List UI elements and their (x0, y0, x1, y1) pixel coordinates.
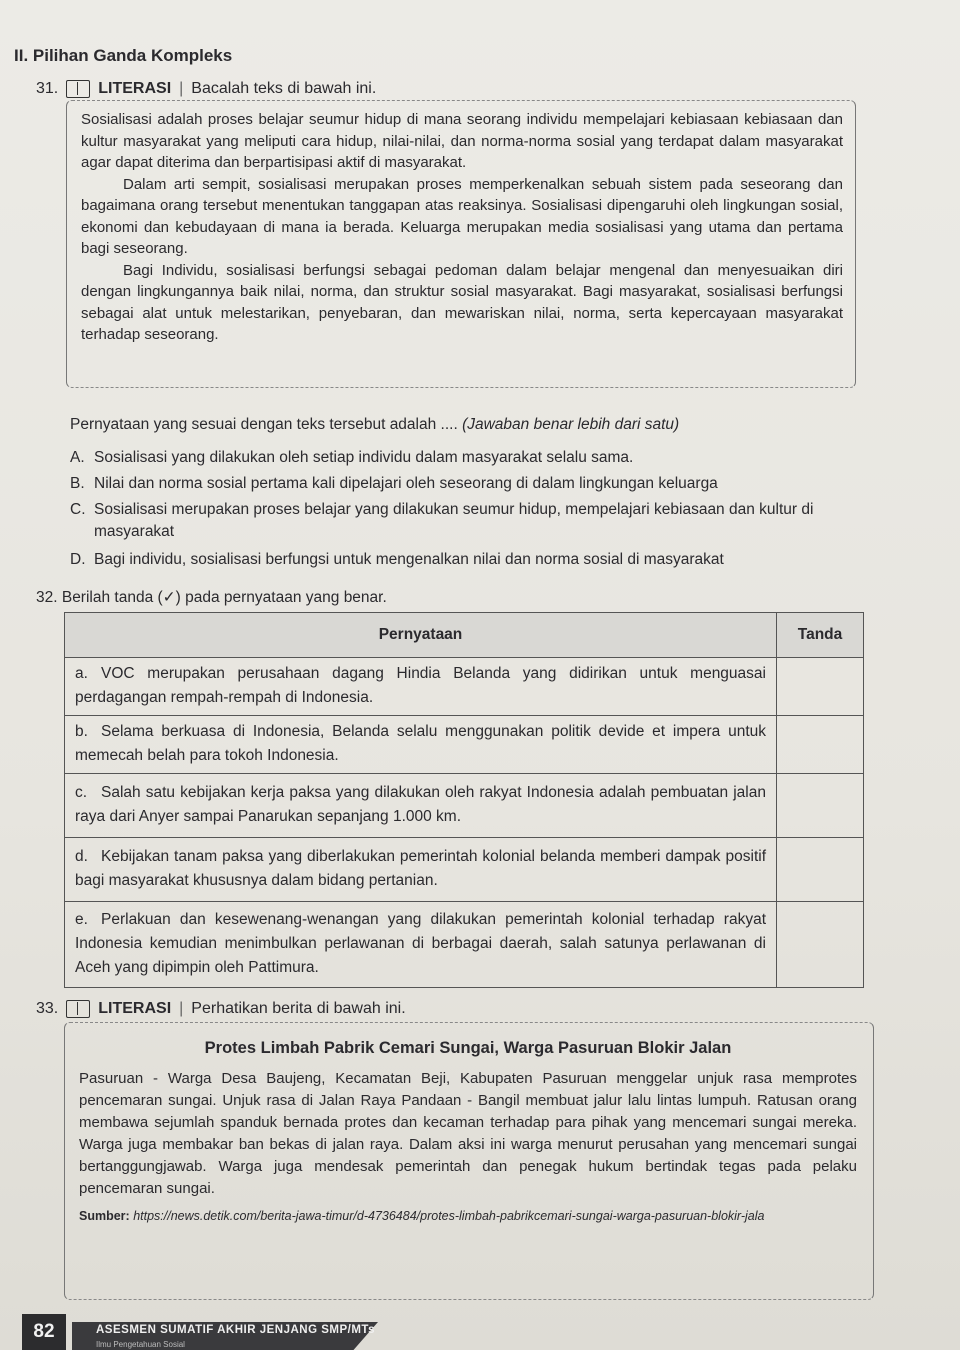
q32-col-statement: Pernyataan (65, 613, 777, 658)
section-title: II. Pilihan Ganda Kompleks (14, 46, 233, 65)
q32-row-a-mark-cell[interactable] (777, 658, 864, 716)
q31-passage-para-3: Bagi Individu, sosialisasi berfungsi sebagai pedoman dalam belajar mengenal dan menyesuaikan diri dengan lingkungannya baik nilai, norma, dan struktur sosial masyarakat. Bagi masyarakat, sosialisasi berfungsi sebagai alat untuk melestarikan, penyebaran, dan mewariskan nilai, norma, serta kepercayaan masyarakat terhadap seseorang. (81, 261, 843, 343)
q31-option-b-text: Nilai dan norma sosial pertama kali dipelajari oleh seseorang di dalam lingkungan keluarga (94, 475, 718, 492)
q31-option-d-text: Bagi individu, sosialisasi berfungsi untuk mengenalkan nilai dan norma sosial di masyarakat (94, 551, 724, 568)
q33-news-body: Pasuruan - Warga Desa Baujeng, Kecamatan Beji, Kabupaten Pasuruan menggelar unjuk rasa memprotes pencemaran sungai. Unjuk rasa di Jalan Raya Pandaan - Bangil membuat jalur lalu lintas lumpuh. Ratusan orang membawa sejumlah spanduk bernada protes dan kecaman terhadap para pihak yang mencemari sungai mereka. Warga juga membakar ban bekas di jalan raya. Dalam aksi ini warga menurut perusahan yang mencemari sungai bertanggungjawab. Warga juga mendesak pemerintah dan penegak hukum bertindak tegas pada pelaku pencemaran sungai. (79, 1070, 857, 1197)
footer-title: ASESMEN SUMATIF AKHIR JENJANG SMP/MTs (96, 1324, 375, 1336)
q31-passage-para-1: Sosialisasi adalah proses belajar seumur hidup di mana seorang individu mempelajari kebiasaan kebiasaan dan kultur masyarakat yang meliputi cara hidup, nilai-nilai, dan norma-norma sosial yang terdapat dalam masyarakat agar dapat diterima dan berpartisipasi aktif di masyarakat. (81, 111, 843, 171)
q33-literasi-tag: LITERASI (98, 1000, 172, 1017)
q32-row-e-mark-cell[interactable] (777, 902, 864, 988)
q32-row-c-text: Salah satu kebijakan kerja paksa yang dilakukan oleh rakyat Indonesia adalah pembuatan jalan raya dari Anyer sampai Panarukan sepanjang 1.000 km. (75, 784, 766, 825)
q31-prompt-note: (Jawaban benar lebih dari satu) (462, 416, 680, 433)
book-icon (66, 80, 90, 98)
q32-row-e-statement (65, 902, 777, 988)
table-row (65, 774, 864, 838)
page-number: 82 (22, 1314, 66, 1350)
q32-row-c-statement (65, 774, 777, 838)
q31-option-c-label: C. (70, 501, 86, 518)
q32-row-d-mark-cell[interactable] (777, 838, 864, 902)
q33-news-title: Protes Limbah Pabrik Cemari Sungai, Warga Pasuruan Blokir Jalan (204, 1039, 732, 1057)
q32-row-e-text: Perlakuan dan kesewenang-wenangan yang dilakukan pemerintah kolonial terhadap rakyat Indonesia kemudian menimbulkan perlawanan di berbagai daerah, salah satunya perlawanan di Aceh yang dipimpin oleh Pattimura. (75, 911, 766, 976)
table-row (65, 716, 864, 774)
q31-option-c-text: Sosialisasi merupakan proses belajar yang dilakukan seumur hidup, mempelajari kebiasaan dan kultur di masyarakat (94, 501, 814, 540)
q32-row-d-text: Kebijakan tanam paksa yang diberlakukan pemerintah kolonial belanda memberi dampak positif bagi masyarakat khususnya dalam bidang pertanian. (75, 848, 766, 889)
table-row (65, 658, 864, 716)
q31-prompt (70, 416, 679, 434)
q33-source-url: https://news.detik.com/berita-jawa-timur/d-4736484/protes-limbah-pabrikcemari-sungai-warga-pasuruan-blokir-jala (133, 1209, 765, 1223)
q32-row-c-label: c. (75, 784, 88, 801)
q31-header (36, 80, 376, 98)
q32-row-e-label: e. (75, 911, 88, 928)
q31-passage-para-2: Dalam arti sempit, sosialisasi merupakan proses memperkenalkan sebuah sistem pada seseorang dan bagaimana orang tersebut menentukan tanggapan atas reaksinya. Sosialisasi dipengaruhi oleh lingkungan sosial, ekonomi dan kebudayaan di mana ia berada. Keluarga merupakan media sosialisasi yang utama dan pertama bagi seseorang. (81, 175, 843, 257)
footer-subtitle: Ilmu Pengetahuan Sosial (96, 1340, 185, 1349)
book-icon (66, 1000, 90, 1018)
q32-row-a-label: a. (75, 665, 88, 682)
q32-row-a-statement (65, 658, 777, 716)
q33-news-box (64, 1022, 874, 1300)
q32-row-b-statement (65, 716, 777, 774)
q33-header (36, 1000, 406, 1018)
q32-row-b-label: b. (75, 723, 88, 740)
q31-option-c[interactable] (70, 499, 860, 543)
q31-passage-box (66, 100, 856, 388)
q31-option-a-label: A. (70, 449, 85, 466)
q31-option-d-label: D. (70, 551, 86, 568)
q32-row-b-text: Selama berkuasa di Indonesia, Belanda selalu menggunakan politik devide et impera untuk memecah belah para tokoh Indonesia. (75, 723, 766, 764)
q31-instruction: Bacalah teks di bawah ini. (191, 80, 377, 97)
q33-source-label: Sumber: (79, 1209, 130, 1223)
q32-row-d-statement (65, 838, 777, 902)
q33-number: 33. (36, 1000, 59, 1017)
q31-option-a-text: Sosialisasi yang dilakukan oleh setiap individu dalam masyarakat selalu sama. (94, 449, 634, 466)
q31-prompt-text: Pernyataan yang sesuai dengan teks tersebut adalah .... (70, 416, 463, 433)
q33-instruction: Perhatikan berita di bawah ini. (191, 1000, 406, 1017)
q32-heading: 32. Berilah tanda (✓) pada pernyataan yang benar. (36, 589, 387, 606)
q31-number: 31. (36, 80, 59, 97)
q32-col-mark: Tanda (777, 613, 864, 658)
q32-row-b-mark-cell[interactable] (777, 716, 864, 774)
q33-source (79, 1206, 857, 1226)
q31-option-d[interactable] (70, 549, 870, 571)
table-row (65, 902, 864, 988)
q31-option-b-label: B. (70, 475, 85, 492)
table-row (65, 838, 864, 902)
q31-separator: | (179, 80, 184, 97)
q31-option-a[interactable] (70, 447, 860, 469)
q32-row-d-label: d. (75, 848, 88, 865)
q32-row-c-mark-cell[interactable] (777, 774, 864, 838)
q31-option-b[interactable] (70, 473, 870, 495)
q32-table (64, 612, 864, 988)
q33-separator: | (179, 1000, 184, 1017)
q31-literasi-tag: LITERASI (98, 80, 172, 97)
q32-row-a-text: VOC merupakan perusahaan dagang Hindia Belanda yang didirikan untuk menguasai perdagangan rempah-rempah di Indonesia. (75, 665, 766, 706)
